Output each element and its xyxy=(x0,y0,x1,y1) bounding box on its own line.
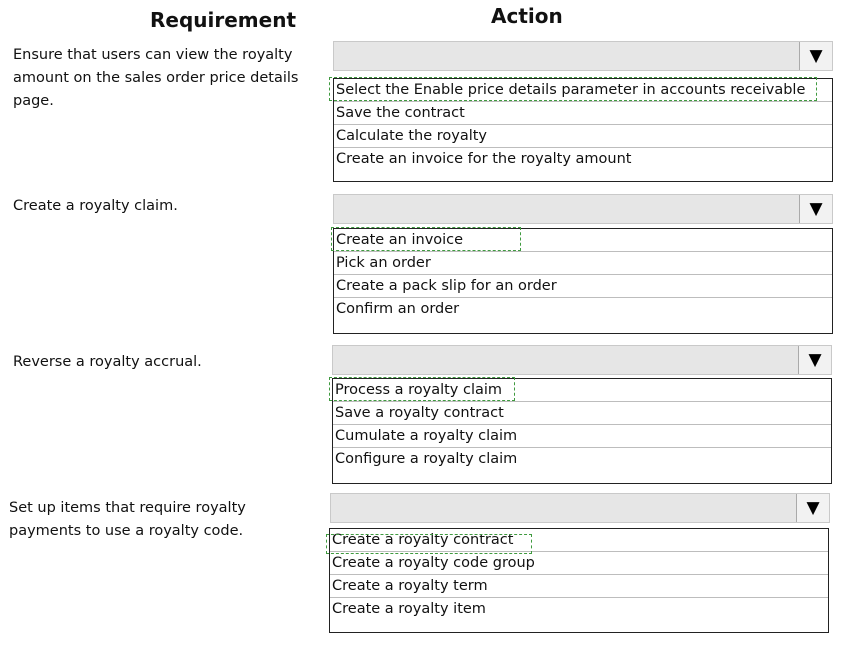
action-dropdown-2[interactable] xyxy=(333,194,833,224)
option-list-1 xyxy=(333,78,833,182)
requirement-text-2: Create a royalty claim. xyxy=(13,198,178,214)
requirement-text-1: Ensure that users can view the royalty amount on the sales order price details page. xyxy=(13,47,299,109)
option-list-3 xyxy=(332,378,832,484)
option[interactable]: Create a royalty contract xyxy=(330,529,828,552)
action-dropdown-1[interactable] xyxy=(333,41,833,71)
option[interactable]: Select the Enable price details parameter in accounts receivable xyxy=(334,79,832,102)
option-list-4 xyxy=(329,528,829,633)
option[interactable]: Pick an order xyxy=(334,252,832,275)
requirement-header: Requirement xyxy=(150,8,297,32)
option[interactable]: Process a royalty claim xyxy=(333,379,831,402)
option[interactable]: Create a royalty item xyxy=(332,601,486,617)
option[interactable]: Configure a royalty claim xyxy=(335,451,518,467)
action-dropdown-4[interactable] xyxy=(330,493,830,523)
requirement-text-4: Set up items that require royalty payments to use a royalty code. xyxy=(9,500,246,539)
option[interactable]: Save the contract xyxy=(334,102,832,125)
option[interactable]: Cumulate a royalty claim xyxy=(333,425,831,448)
option[interactable]: Create a royalty code group xyxy=(330,552,828,575)
option[interactable]: Save a royalty contract xyxy=(333,402,831,425)
option[interactable]: Confirm an order xyxy=(336,301,460,317)
action-header: Action xyxy=(491,4,563,28)
dropdown-triangle-icon[interactable]: ▼ xyxy=(799,195,832,223)
option[interactable]: Create an invoice xyxy=(334,229,832,252)
option[interactable]: Create a pack slip for an order xyxy=(334,275,832,298)
action-dropdown-3[interactable] xyxy=(332,345,832,375)
dropdown-triangle-icon[interactable]: ▼ xyxy=(796,494,829,522)
option[interactable]: Calculate the royalty xyxy=(334,125,832,148)
option-list-2 xyxy=(333,228,833,334)
requirement-text-3: Reverse a royalty accrual. xyxy=(13,354,202,370)
dropdown-triangle-icon[interactable]: ▼ xyxy=(799,42,832,70)
option[interactable]: Create an invoice for the royalty amount xyxy=(336,151,632,167)
option[interactable]: Create a royalty term xyxy=(330,575,828,598)
dropdown-triangle-icon[interactable]: ▼ xyxy=(798,346,831,374)
